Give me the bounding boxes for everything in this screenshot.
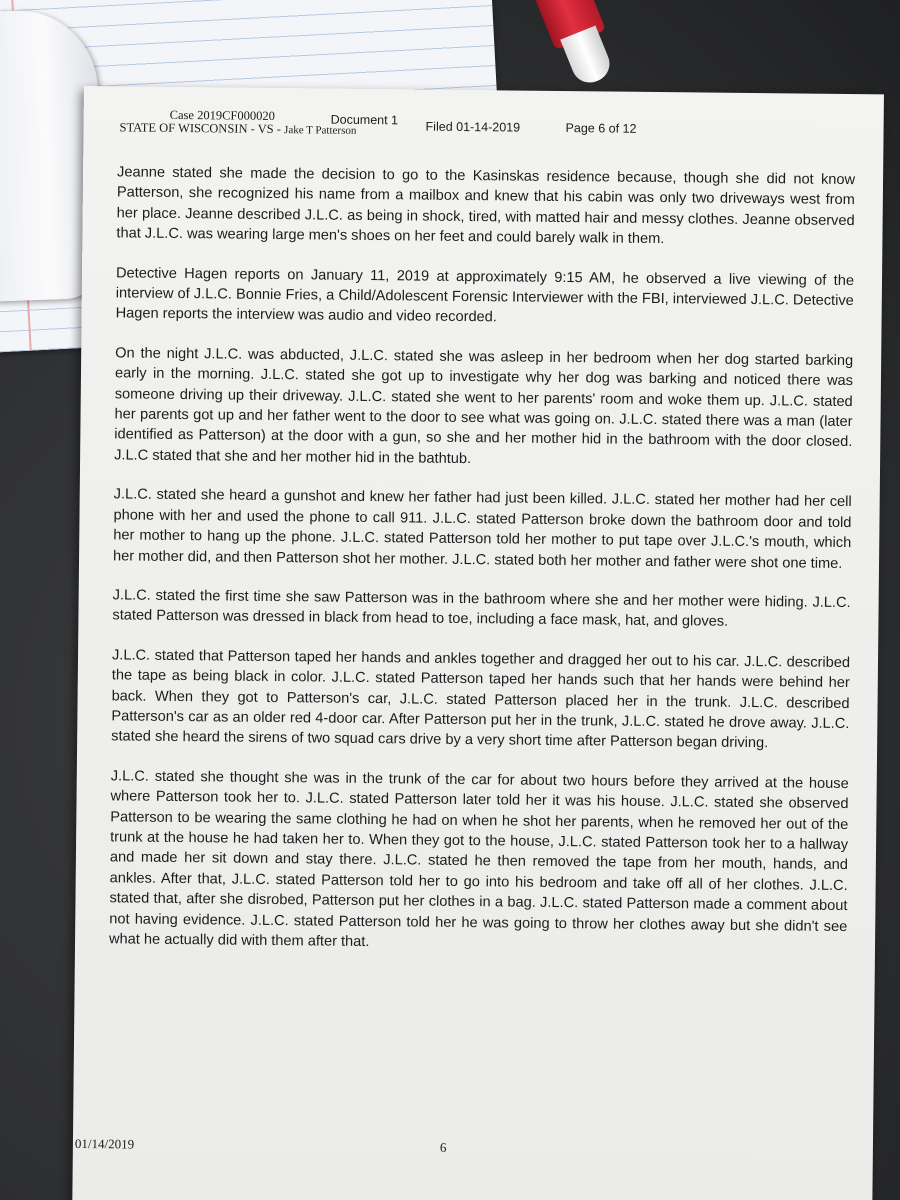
paragraph: Jeanne stated she made the decision to go to the Kasinskas residence because, though she did not know Patterson, she recognized his name from a mailbox and knew that his cabin was only two driveways west from her place. Jeanne described J.L.C. as being in shock, tired, with matted hair and messy clothes. Jeanne observed that J.L.C. was wearing large men's shoes on her feet and could barely walk in them. <box>116 164 856 248</box>
paragraph: J.L.C. stated that Patterson taped her hands and ankles together and dragged her out to his car. J.L.C. described the tape as being black in color. J.L.C. stated Patterson taped her hands such that her hands were behind her back. When they got to Patterson's car, J.L.C. stated Patterson placed her in the trunk. J.L.C. described Patterson's car as an older red 4-door car. After Patterson put her in the trunk, J.L.C. stated he drove away. J.L.C. stated she heard the sirens of two squad cars drive by a very short time after Patterson began driving. <box>111 647 851 752</box>
filed-date: Filed 01-14-2019 <box>425 119 521 135</box>
paragraph: Detective Hagen reports on January 11, 2019 at approximately 9:15 AM, he observed a live viewing of the interview of J.L.C. Bonnie Fries, a Child/Adolescent Forensic Interviewer with the FBI, interviewed J.L.C. Detective Hagen reports the interview was audio and video recorded. <box>115 264 855 326</box>
case-number: Case 2019CF000020 <box>169 107 275 124</box>
footer-date: 01/14/2019 <box>74 1135 135 1152</box>
complaint-body <box>109 162 855 976</box>
page-indicator: Page 6 of 12 <box>565 121 637 136</box>
document-page <box>72 86 884 1200</box>
paragraph: On the night J.L.C. was abducted, J.L.C. stated she was asleep in her bedroom when her dog started barking early in the morning. J.L.C. stated she got up to investigate why her dog was barking and noticed there was someone driving up their driveway. J.L.C. stated she went to her parents' room and woke them up. J.L.C. stated her parents got up and her father went to the door to see what was going on. J.L.C. stated there was a man (later identified as Patterson) at the door with a gun, so she and her mother hid in the bathroom with the door closed. J.L.C stated that she and her mother hid in the bathtub. <box>114 345 854 467</box>
footer-page-number: 6 <box>439 1139 447 1155</box>
paragraph: J.L.C. stated the first time she saw Patterson was in the bathroom where she and her mother were hiding. J.L.C. stated Patterson was dressed in black from head to toe, including a face mask, hat, and gloves. <box>112 587 851 631</box>
parties-state: STATE OF WISCONSIN - VS - <box>119 120 282 137</box>
paragraph: J.L.C. stated she thought she was in the trunk of the car for about two hours before they arrived at the house where Patterson took her to. J.L.C. stated Patterson later told her it was his house. J.L.C. stated she observed Patterson to be wearing the same clothing he had on when he shot her parents, when he removed her out of the trunk at the house he had taken her to. When they got to the house, J.L.C. stated Patterson took her to a hallway and made her sit down and stay there. J.L.C. stated he then removed the tape from her mouth, hands, and ankles. After that, J.L.C. stated Patterson told her to go into his bedroom and take off all of her clothes. J.L.C. stated that, after she disrobed, Patterson put her clothes in a bag. J.L.C. stated Patterson made a comment about not having evidence. J.L.C. stated Patterson told her he was going to throw her clothes away but she didn't see what he actually did with them after that. <box>108 768 849 951</box>
document-label: Document 1 <box>330 112 399 128</box>
parties-defendant: Jake T Patterson <box>284 124 357 137</box>
case-caption <box>119 108 356 137</box>
paragraph: J.L.C. stated she heard a gunshot and knew her father had just been killed. J.L.C. stated her mother had her cell phone with her and used the phone to call 911. J.L.C. stated Patterson broke down the bathroom door and told her mother to hang up the phone. J.L.C. stated Patterson told her mother to put tape over J.L.C.'s mouth, which her mother did, and then Patterson shot her mother. J.L.C. stated both her mother and father were shot one time. <box>112 486 852 572</box>
